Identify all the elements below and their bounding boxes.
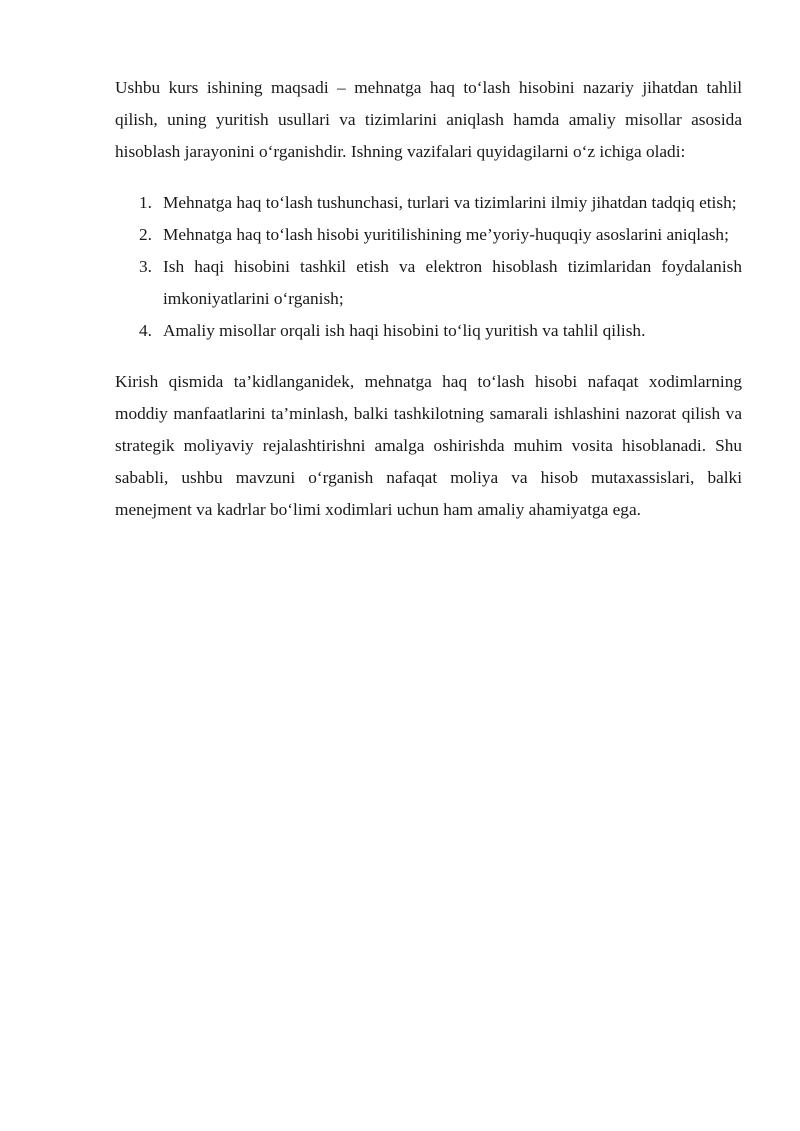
closing-paragraph: Kirish qismida ta’kidlanganidek, mehnatga haq to‘lash hisobi nafaqat xodimlarning moddiy manfaatlarini ta’minlash, balki tashkilotning samarali ishlashini nazorat qilish va strategik moliyaviy rejalashtirishni amalga oshirishda muhim vosita hisoblanadi. Shu sababli, ushbu mavzuni o‘rganish nafaqat moliya va hisob mutaxassislari, balki menejment va kadrlar bo‘limi xodimlari uchun ham amaliy ahamiyatga ega. bbox=[115, 371, 742, 520]
list-item bbox=[115, 315, 742, 347]
list-item-number: 2. bbox=[139, 224, 152, 244]
list-item-number: 1. bbox=[139, 192, 152, 212]
list-item-text: Mehnatga haq to‘lash hisobi yuritilishining me’yoriy-huquqiy asoslarini aniqlash; bbox=[163, 224, 729, 244]
list-item bbox=[115, 219, 742, 251]
list-item-text: Amaliy misollar orqali ish haqi hisobini to‘liq yuritish va tahlil qilish. bbox=[163, 321, 646, 341]
tasks-list bbox=[115, 187, 742, 348]
list-item bbox=[115, 251, 742, 315]
document-body bbox=[115, 72, 742, 527]
list-item-number: 3. bbox=[139, 257, 152, 277]
list-item bbox=[115, 187, 742, 219]
intro-paragraph: Ushbu kurs ishining maqsadi – mehnatga haq to‘lash hisobini nazariy jihatdan tahlil qilish, uning yuritish usullari va tizimlarini aniqlash hamda amaliy misollar asosida hisoblash jarayonini o‘rganishdir. Ishning vazifalari quyidagilarni o‘z ichiga oladi: bbox=[115, 78, 742, 162]
list-item-number: 4. bbox=[139, 321, 152, 341]
list-item-text: Ish haqi hisobini tashkil etish va elektron hisoblash tizimlaridan foydalanish imkoniyatlarini o‘rganish; bbox=[163, 257, 742, 309]
list-item-text: Mehnatga haq to‘lash tushunchasi, turlari va tizimlarini ilmiy jihatdan tadqiq etish; bbox=[163, 192, 737, 212]
